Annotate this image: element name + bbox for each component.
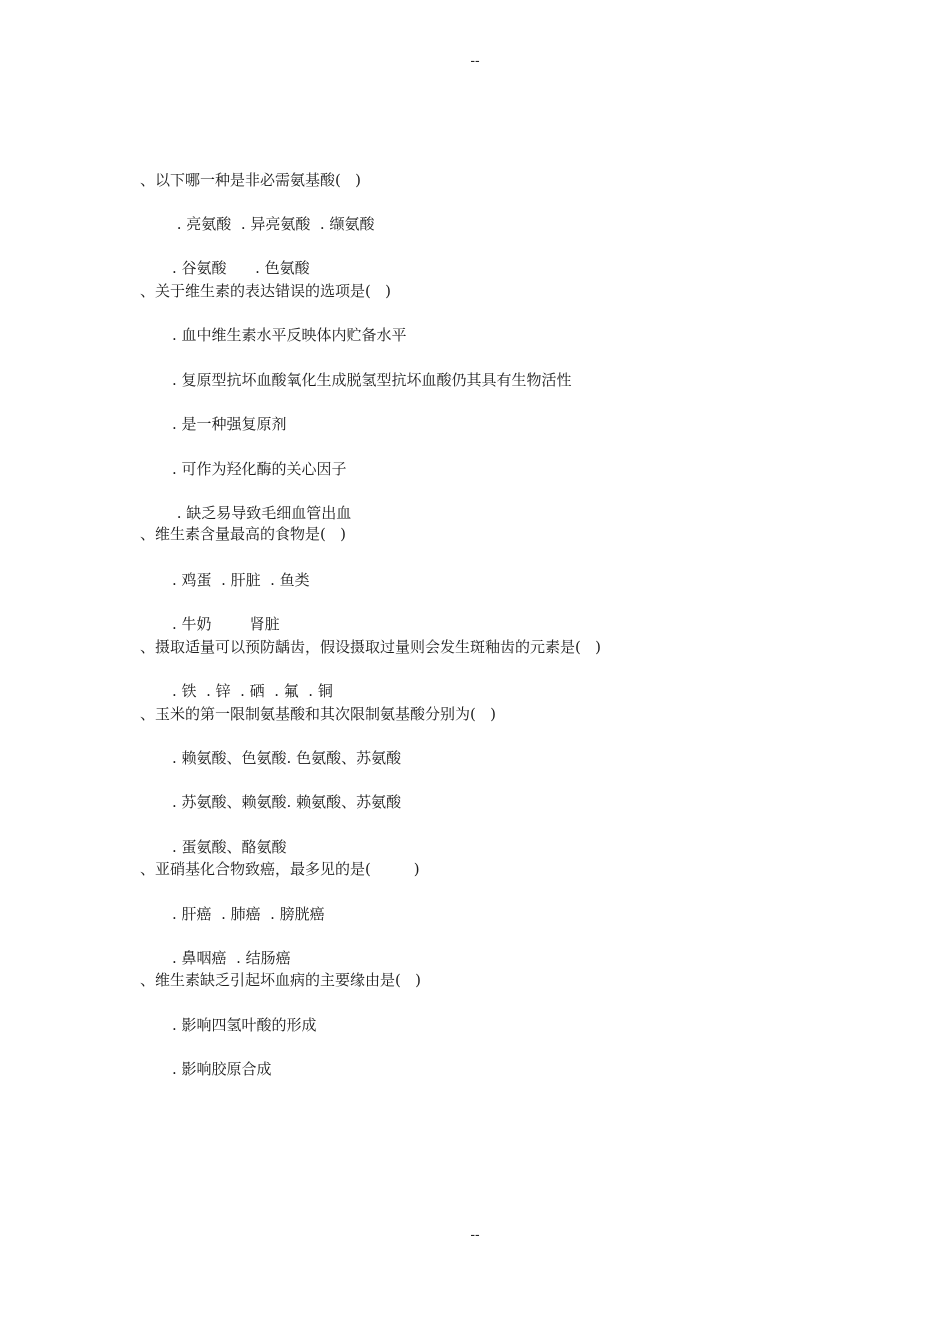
option-line: . 缺乏易导致毛细血管出血 <box>172 504 352 522</box>
question-line: 、维生素含量最高的食物是( ) <box>140 525 347 543</box>
question-line: 、以下哪一种是非必需氨基酸( ) <box>140 171 362 189</box>
option-line: . 鸡蛋 . 肝脏 . 鱼类 <box>172 571 310 589</box>
question-line: 、摄取适量可以预防龋齿，假设摄取过量则会发生斑釉齿的元素是( ) <box>140 638 602 656</box>
page-footer-mark: -- <box>470 1226 480 1242</box>
option-line: . 蛋氨酸、酪氨酸 <box>172 838 287 856</box>
option-line: . 可作为羟化酶的关心因子 <box>172 460 347 478</box>
option-line: . 影响四氢叶酸的形成 <box>172 1016 317 1034</box>
option-line: . 亮氨酸 . 异亮氨酸 . 缬氨酸 <box>172 215 375 233</box>
question-line: 、玉米的第一限制氨基酸和其次限制氨基酸分别为( ) <box>140 705 497 723</box>
option-line: . 是一种强复原剂 <box>172 415 287 433</box>
option-line: . 影响胶原合成 <box>172 1060 272 1078</box>
option-line: . 谷氨酸 . 色氨酸 <box>172 259 310 277</box>
option-line: . 牛奶 肾脏 <box>172 615 280 633</box>
option-line: . 血中维生素水平反映体内贮备水平 <box>172 326 407 344</box>
option-line: . 铁 . 锌 . 硒 . 氟 . 铜 <box>172 682 333 700</box>
question-line: 、亚硝基化合物致癌，最多见的是( ) <box>140 860 420 878</box>
option-line: . 肝癌 . 肺癌 . 膀胱癌 <box>172 905 325 923</box>
option-line: . 赖氨酸、色氨酸. 色氨酸、苏氨酸 <box>172 749 402 767</box>
option-line: . 鼻咽癌 . 结肠癌 <box>172 949 291 967</box>
option-line: . 复原型抗坏血酸氧化生成脱氢型抗坏血酸仍其具有生物活性 <box>172 371 572 389</box>
page-header-mark: -- <box>470 52 480 68</box>
question-line: 、关于维生素的表达错误的选项是( ) <box>140 282 392 300</box>
question-line: 、维生素缺乏引起坏血病的主要缘由是( ) <box>140 971 422 989</box>
option-line: . 苏氨酸、赖氨酸. 赖氨酸、苏氨酸 <box>172 793 402 811</box>
